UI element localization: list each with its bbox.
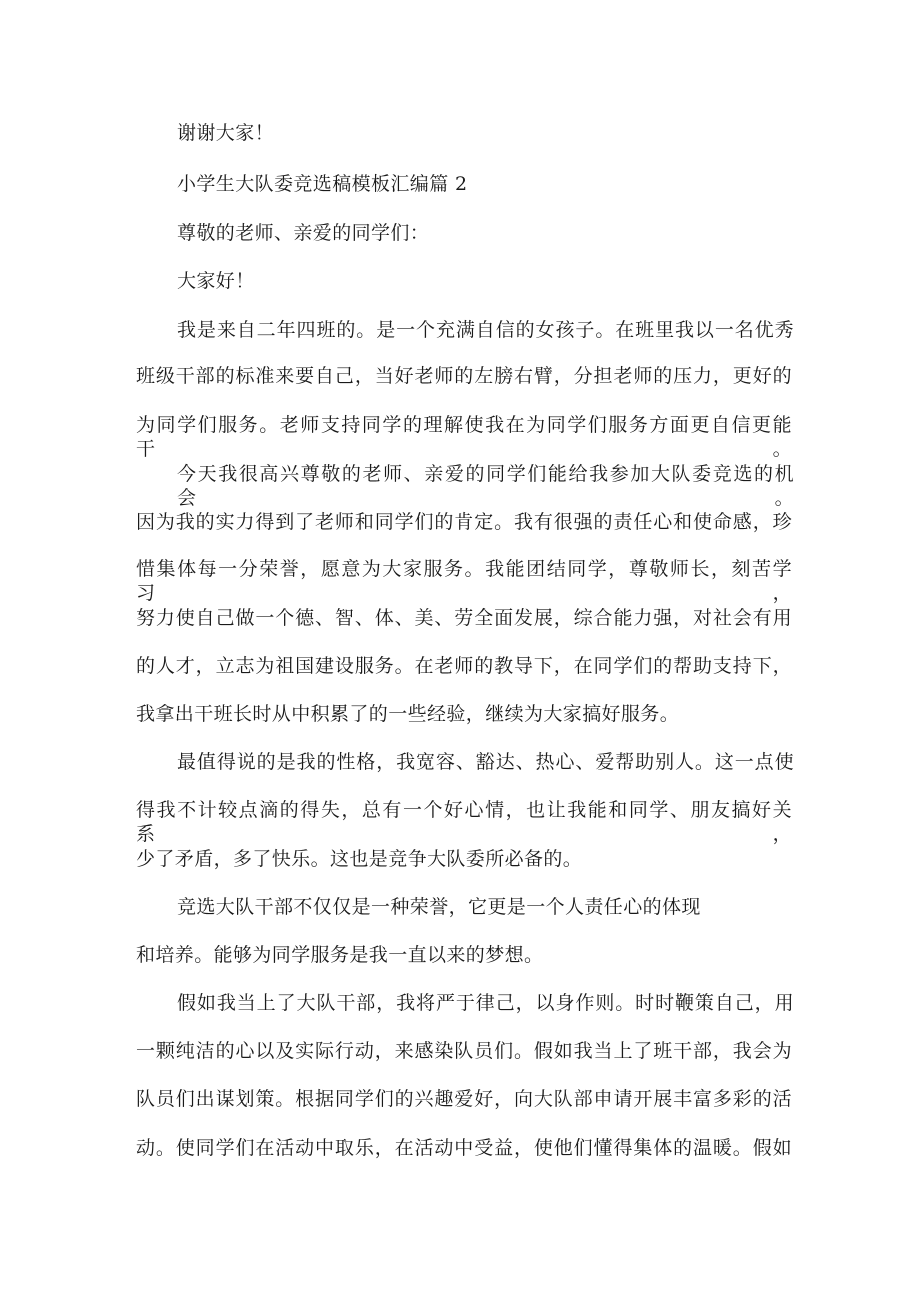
paragraph-line: 我拿出干班长时从中积累了的一些经验，继续为大家搞好服务。 — [136, 703, 680, 725]
section-title: 小学生大队委竞选稿模板汇编篇 2 — [177, 173, 468, 195]
paragraph-line: 因为我的实力得到了老师和同学们的肯定。我有很强的责任心和使命感，珍 — [136, 511, 792, 533]
paragraph-line: 得我不计较点滴的得失，总有一个好心情，也让我能和同学、朋友搞好关系， — [136, 799, 792, 845]
paragraph-line: 队员们出谋划策。根据同学们的兴趣爱好，向大队部申请开展丰富多彩的活 — [136, 1088, 792, 1110]
paragraph-line: 最值得说的是我的性格，我宽容、豁达、热心、爱帮助别人。这一点使 — [177, 751, 794, 773]
paragraph-line: 为同学们服务。老师支持同学的理解使我在为同学们服务方面更自信更能干。 — [136, 414, 792, 460]
paragraph-line: 我是来自二年四班的。是一个充满自信的女孩子。在班里我以一名优秀 — [177, 319, 794, 341]
paragraph-line: 和培养。能够为同学服务是我一直以来的梦想。 — [136, 944, 544, 966]
paragraph-line: 竞选大队干部不仅仅是一种荣誉，它更是一个人责任心的体现 — [177, 896, 701, 918]
paragraph-line: 一颗纯洁的心以及实际行动，来感染队员们。假如我当上了班干部，我会为 — [136, 1040, 792, 1062]
paragraph-line: 少了矛盾，多了快乐。这也是竞争大队委所必备的。 — [136, 848, 583, 870]
paragraph-line: 的人才，立志为祖国建设服务。在老师的教导下，在同学们的帮助支持下， — [136, 655, 792, 677]
salutation: 尊敬的老师、亲爱的同学们： — [177, 222, 430, 244]
paragraph-line: 今天我很高兴尊敬的老师、亲爱的同学们能给我参加大队委竞选的机会。 — [177, 463, 794, 509]
greeting: 大家好！ — [177, 270, 255, 292]
paragraph-line: 动。使同学们在活动中取乐，在活动中受益，使他们懂得集体的温暖。假如 — [136, 1137, 792, 1159]
paragraph-line: 假如我当上了大队干部，我将严于律己，以身作则。时时鞭策自己，用 — [177, 992, 794, 1014]
paragraph-line: 努力使自己做一个德、智、体、美、劳全面发展，综合能力强，对社会有用 — [136, 607, 792, 629]
paragraph-line: 惜集体每一分荣誉，愿意为大家服务。我能团结同学，尊敬师长，刻苦学习， — [136, 558, 792, 604]
closing-line: 谢谢大家！ — [177, 122, 275, 144]
paragraph-line: 班级干部的标准来要自己，当好老师的左膀右臂，分担老师的压力，更好的 — [136, 365, 792, 387]
